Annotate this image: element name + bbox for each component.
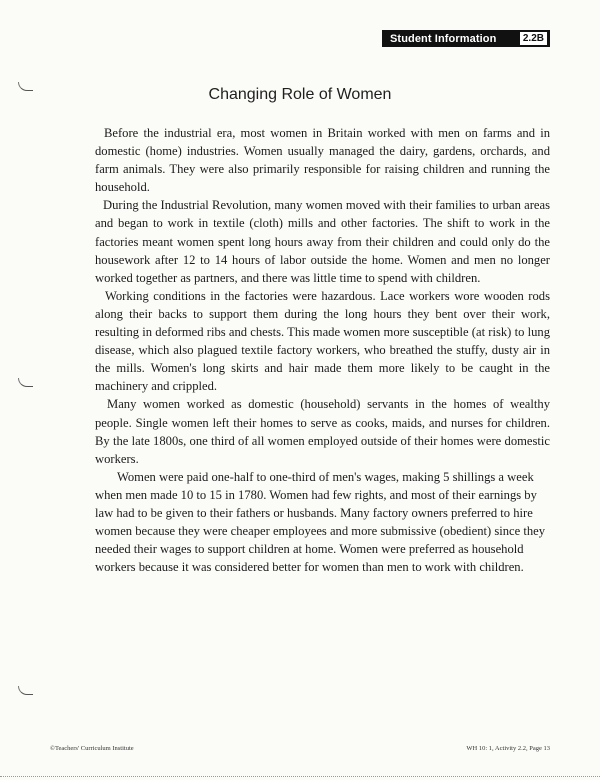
paragraph-working-conditions: Working conditions in the factories were hazardous. Lace workers wore wooden rods along their backs to support them during the long hours they bent over their work, resulting in deformed ribs and chests. This made women more susceptible (at risk) to lung disease, which also plagued textile factory workers, who breathed the stuffy, dusty air in the mills. Women's long skirts and hair made them more likely to be caught in the machinery and crippled. bbox=[95, 288, 550, 394]
article-body bbox=[95, 124, 550, 576]
section-code-badge: 2.2B bbox=[519, 31, 548, 46]
section-header bbox=[382, 30, 550, 47]
footer-page-ref: WH 10: 1, Activity 2.2, Page 13 bbox=[466, 745, 550, 752]
paragraph-industrial-revolution: During the Industrial Revolution, many women moved with their families to urban areas and began to work in textile (cloth) mills and other factories. The shift to work in the factories meant women spent long hours away from their children and could only do the housework after 12 to 14 hours of labor outside the home. Women and men no longer worked together as partners, and there was little time to spend with children. bbox=[95, 198, 550, 285]
page-title: Changing Role of Women bbox=[208, 86, 392, 103]
punch-hole-mark bbox=[18, 686, 33, 695]
scan-edge bbox=[0, 776, 600, 779]
section-header-label: Student Information bbox=[390, 32, 497, 45]
paragraph-pre-industrial: Before the industrial era, most women in Britain worked with men on farms and in domestic (home) industries. Women usually managed the dairy, gardens, orchards, and farm animals. They were also primarily responsible for raising children and running the household. bbox=[95, 126, 550, 195]
punch-hole-mark bbox=[18, 378, 33, 387]
footer-copyright: ©Teachers' Curriculum Institute bbox=[50, 745, 134, 752]
paragraph-domestic-servants: Many women worked as domestic (household) servants in the homes of wealthy people. Single women left their homes to serve as cooks, maids, and nurses for children. By the late 1800s, one third of all women employed outside of their homes were domestic workers. bbox=[95, 397, 550, 466]
paragraph-wages: Women were paid one-half to one-third of men's wages, making 5 shillings a week when men made 10 to 15 in 1780. Women had few rights, and most of their earnings by law had to be given to their fathers or husbands. Many factory owners preferred to hire women because they were cheaper employees and more submissive (obedient) since they needed their wages to support children at home. Women were preferred as household workers because it was considered better for women than men to work with children. bbox=[95, 469, 546, 575]
